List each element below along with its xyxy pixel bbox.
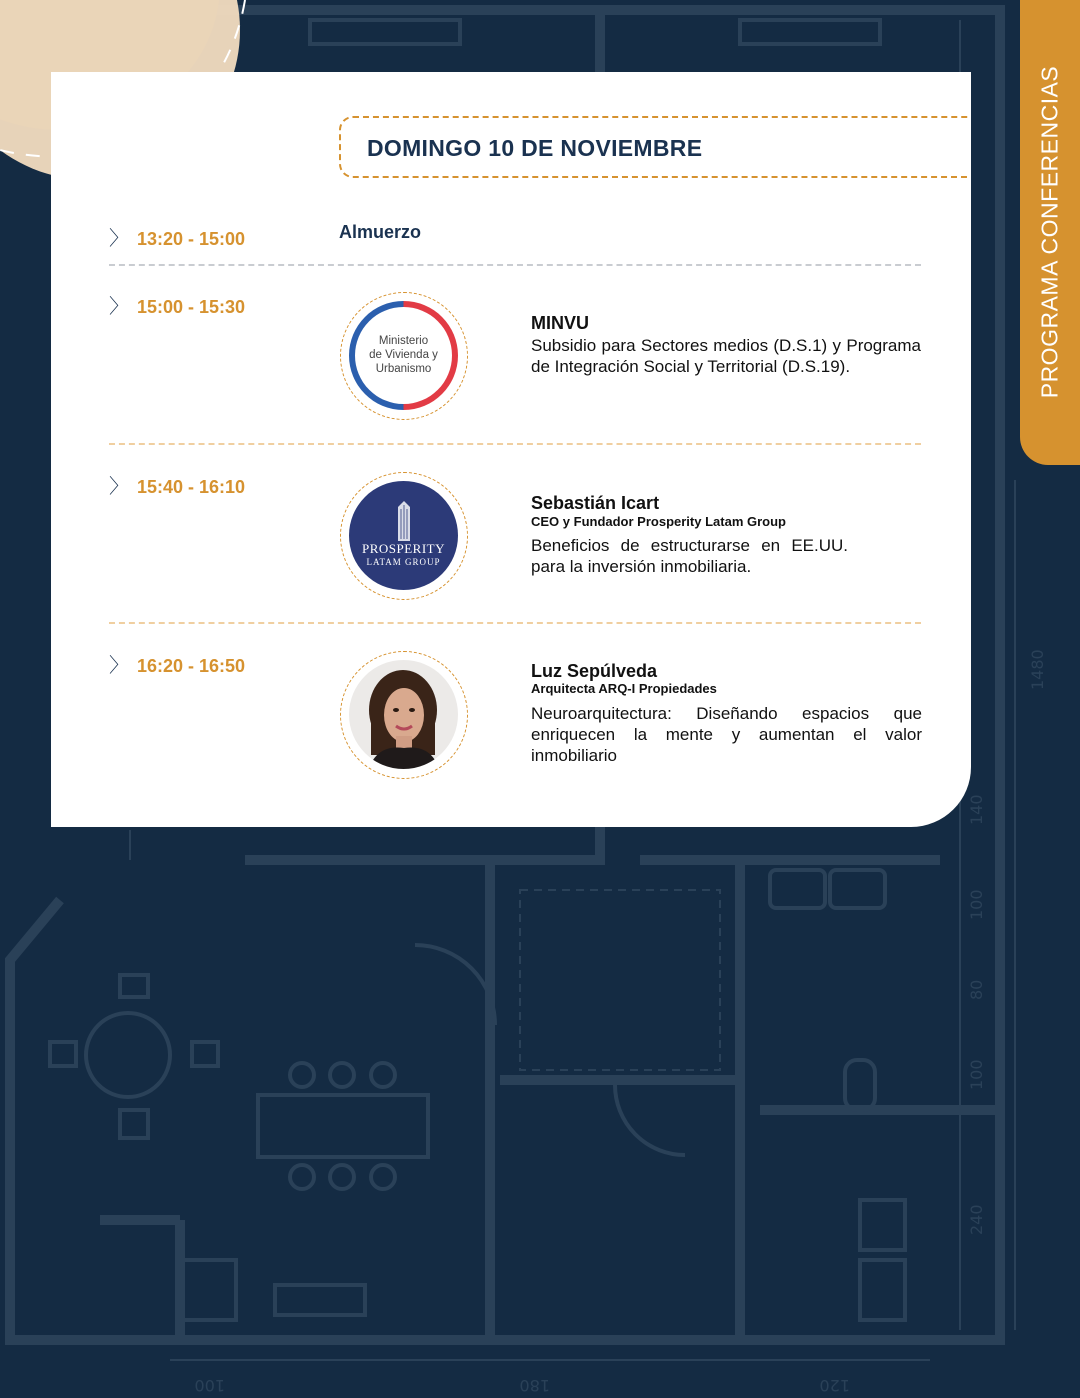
chevron-right-icon: 〉 [109, 228, 129, 250]
talk-description: Neuroarquitectura: Diseñando espacios que enriquecen la mente y aumentan el valor inmobiliario [531, 704, 922, 765]
svg-text:80: 80 [967, 979, 986, 1000]
chevron-right-icon: 〉 [109, 296, 129, 318]
building-icon [396, 499, 412, 541]
side-tab-label: PROGRAMA CONFERENCIAS [1036, 65, 1063, 399]
divider [109, 443, 921, 445]
talk-description: Beneficios de estructurarse en EE.UU. para la inversión inmobiliaria. [531, 536, 848, 576]
time-slot-2: 〉 15:00 - 15:30 [109, 296, 246, 318]
svg-text:100: 100 [194, 1376, 225, 1395]
svg-text:140: 140 [967, 794, 986, 825]
chevron-right-icon: 〉 [109, 655, 129, 677]
svg-text:100: 100 [967, 889, 986, 920]
minvu-logo: Ministerio de Vivienda y Urbanismo [349, 301, 458, 410]
schedule-card [51, 72, 971, 827]
time-slot-1: 〉 13:20 - 15:00 [109, 228, 246, 250]
svg-text:180: 180 [519, 1376, 550, 1395]
time-slot-4: 〉 16:20 - 16:50 [109, 655, 246, 677]
side-tab [1020, 0, 1080, 465]
speaker-role: CEO y Fundador Prosperity Latam Group [531, 514, 786, 529]
speaker-role: Arquitecta ARQ-I Propiedades [531, 681, 717, 696]
speaker-logo-ring [340, 292, 468, 420]
day-label: DOMINGO 10 DE NOVIEMBRE [367, 135, 703, 161]
svg-text:100: 100 [967, 1059, 986, 1090]
svg-text:1480: 1480 [1028, 649, 1047, 690]
speaker-name: Luz Sepúlveda [531, 661, 658, 681]
speaker-photo-ring [340, 651, 468, 779]
svg-text:120: 120 [819, 1376, 850, 1395]
talk-description: Subsidio para Sectores medios (D.S.1) y Programa de Integración Social y Territorial (D.S.19). [531, 336, 921, 376]
speaker-photo [349, 660, 458, 769]
day-header [339, 116, 969, 178]
svg-text:240: 240 [967, 1204, 986, 1235]
speaker-name: Sebastián Icart [531, 493, 660, 513]
speaker-name: MINVU [531, 313, 589, 333]
divider [109, 264, 921, 266]
speaker-logo-ring [340, 472, 468, 600]
divider [109, 622, 921, 624]
prosperity-logo: PROSPERITY LATAM GROUP [349, 481, 458, 590]
session-title-lunch: Almuerzo [339, 222, 422, 242]
time-slot-3: 〉 15:40 - 16:10 [109, 476, 246, 498]
chevron-right-icon: 〉 [109, 476, 129, 498]
